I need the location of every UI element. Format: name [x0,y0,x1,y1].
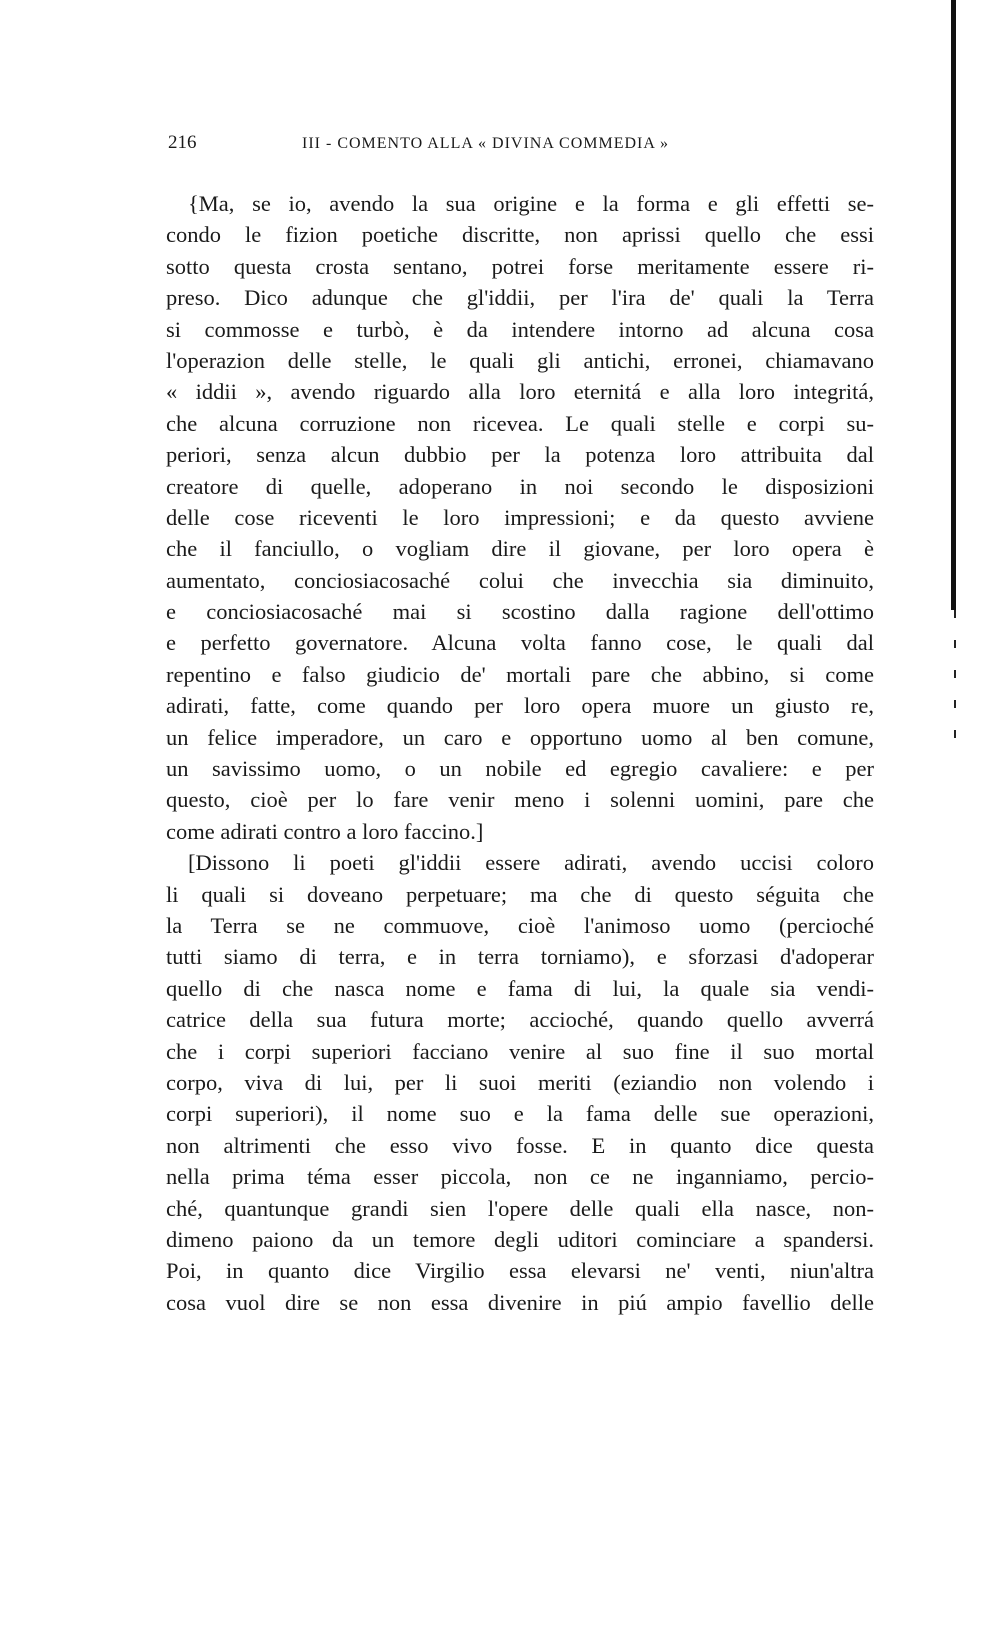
text-line: repentino e falso giudicio de' mortali pare che abbino, si come [166,661,874,687]
text-line: si commosse e turbò, è da intendere intorno ad alcuna cosa [166,316,874,342]
text-line: {Ma, se io, avendo la sua origine e la forma e gli effetti se- [188,191,874,216]
text-line: aumentato, conciosiacosaché colui che invecchia sia diminuito, [166,567,874,593]
text-line: e perfetto governatore. Alcuna volta fanno cose, le quali dal [166,630,874,656]
text-line: corpo, viva di lui, per li suoi meriti (eziandio non volendo i [166,1069,874,1095]
text-line: come adirati contro a loro faccino.] [166,818,484,844]
text-line: l'operazion delle stelle, le quali gli antichi, erronei, chiamavano [166,347,874,373]
text-line: la Terra se ne commuove, cioè l'animoso uomo (percioché [166,912,874,938]
text-line: tutti siamo di terra, e in terra torniamo), e sforzasi d'adoperar [166,944,874,970]
text-line: [Dissono li poeti gl'iddii essere adirati, avendo uccisi coloro [188,850,874,876]
text-line: catrice della sua futura morte; accioché, quando quello avverrá [166,1007,874,1033]
text-line: « iddii », avendo riguardo alla loro eternitá e alla loro integritá, [166,379,874,405]
page-number: 216 [168,132,197,153]
text-line: li quali si doveano perpetuare; ma che di questo séguita che [166,881,874,907]
text-line: e conciosiacosaché mai si scostino dalla ragione dell'ottimo [166,599,874,625]
scan-edge [951,0,956,610]
text-line: sotto questa crosta sentano, potrei forse meritamente essere ri- [166,253,874,279]
scan-edge-marks [954,610,956,760]
text-line: Poi, in quanto dice Virgilio essa elevarsi ne' venti, niun'altra [166,1258,874,1284]
text-line: non altrimenti che esso vivo fosse. E in quanto dice questa [166,1132,874,1158]
text-line: adirati, fatte, come quando per loro opera muore un giusto re, [166,693,874,719]
text-line: periori, senza alcun dubbio per la potenza loro attribuita dal [166,442,874,468]
text-line: quello di che nasca nome e fama di lui, la quale sia vendi- [166,975,874,1001]
text-line: creatore di quelle, adoperano in noi secondo le disposizioni [166,473,874,499]
text-line: preso. Dico adunque che gl'iddii, per l'ira de' quali la Terra [166,285,874,311]
text-line: questo, cioè per lo fare venir meno i solenni uomini, pare che [166,787,874,813]
text-line: che il fanciullo, o vogliam dire il giovane, per loro opera è [166,536,874,562]
running-title: III - COMENTO ALLA « DIVINA COMMEDIA » [302,135,670,152]
text-line: delle cose riceventi le loro impressioni; e da questo avviene [166,504,874,530]
text-line: che i corpi superiori facciano venire al suo fine il suo mortal [166,1038,874,1064]
page-body [166,188,874,1318]
text-line: che alcuna corruzione non ricevea. Le quali stelle e corpi su- [166,410,874,436]
text-line: un savissimo uomo, o un nobile ed egregio cavaliere: e per [166,756,874,782]
text-line: cosa vuol dire se non essa divenire in piú ampio favellio delle [166,1289,874,1315]
text-line: corpi superiori), il nome suo e la fama delle sue operazioni, [166,1101,874,1127]
text-line: dimeno paiono da un temore degli uditori cominciare a spandersi. [166,1226,874,1252]
text-line: condo le fizion poetiche discritte, non aprissi quello che essi [166,222,874,248]
text-line: un felice imperadore, un caro e opportuno uomo al ben comune, [166,724,874,750]
text-line: ché, quantunque grandi sien l'opere delle quali ella nasce, non- [166,1195,874,1221]
page-header [168,132,748,160]
text-line: nella prima téma esser piccola, non ce ne inganniamo, percio- [166,1164,874,1190]
